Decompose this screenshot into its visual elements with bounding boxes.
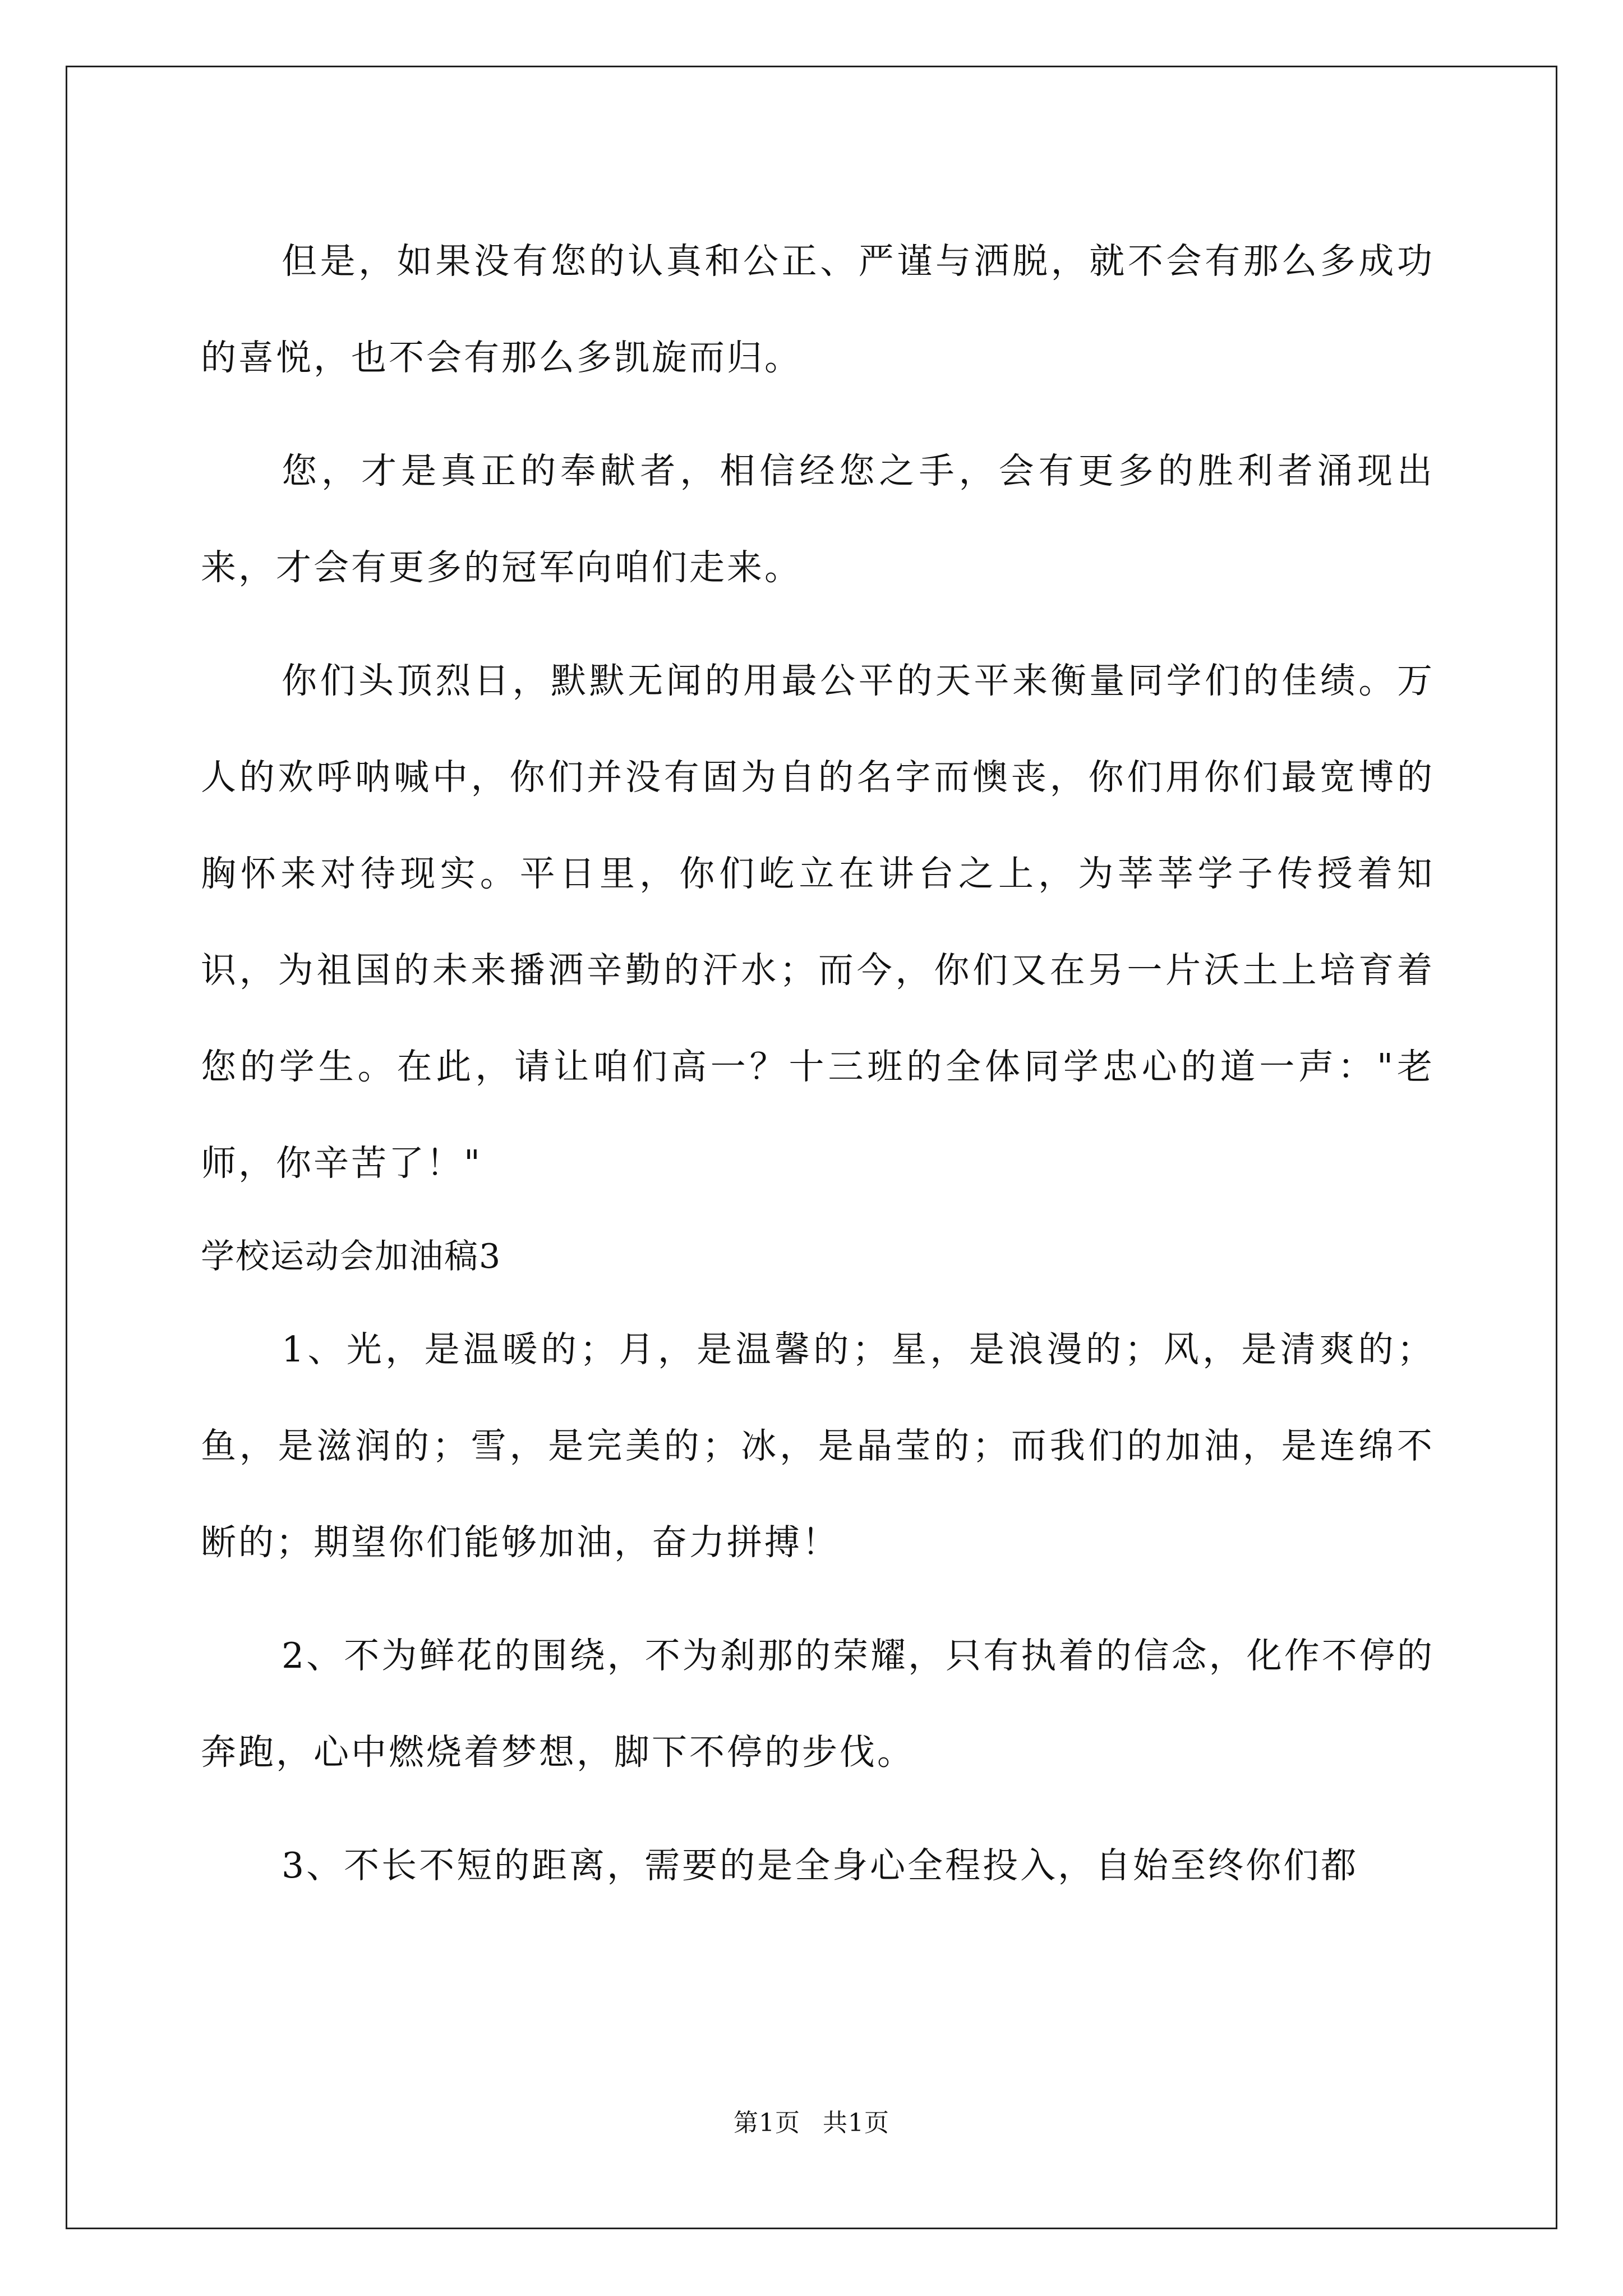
paragraph: 但是，如果没有您的认真和公正、严谨与洒脱，就不会有那么多成功的喜悦，也不会有那么多凯旋而归。 bbox=[201, 241, 1435, 378]
paragraph: 1、光，是温暖的；月，是温馨的；星，是浪漫的；风，是清爽的；鱼，是滋润的；雪，是完美的；冰，是晶莹的；而我们的加油，是连绵不断的；期望你们能够加油，奋力拼搏！ bbox=[201, 1329, 1435, 1563]
paragraph: 2、不为鲜花的围绕，不为刹那的荣耀，只有执着的信念，化作不停的奔跑，心中燃烧着梦想，脚下不停的步伐。 bbox=[201, 1635, 1435, 1773]
paragraph: 你们头顶烈日，默默无闻的用最公平的天平来衡量同学们的佳绩。万人的欢呼呐喊中，你们并没有固为自的名字而懊丧，你们用你们最宽博的胸怀来对待现实。平日里，你们屹立在讲台之上，为莘莘学子传授着知识，为祖国的未来播洒辛勤的汗水；而今，你们又在另一片沃土上培育着您的学生。在此，请让咱们高一？十三班的全体同学忠心的道一声："老师，你辛苦了！" bbox=[201, 660, 1435, 1184]
page-number: 第1页 bbox=[734, 2109, 800, 2137]
page-count: 共1页 bbox=[823, 2109, 889, 2137]
paragraph: 您，才是真正的奉献者，相信经您之手，会有更多的胜利者涌现出来，才会有更多的冠军向咱们走来。 bbox=[201, 450, 1435, 588]
section-title: 学校运动会加油稿3 bbox=[201, 1237, 502, 1276]
paragraph: 3、不长不短的距离，需要的是全身心全程投入，自始至终你们都 bbox=[282, 1845, 1359, 1886]
page-footer bbox=[0, 2102, 1623, 2138]
document-body bbox=[201, 213, 1435, 1914]
